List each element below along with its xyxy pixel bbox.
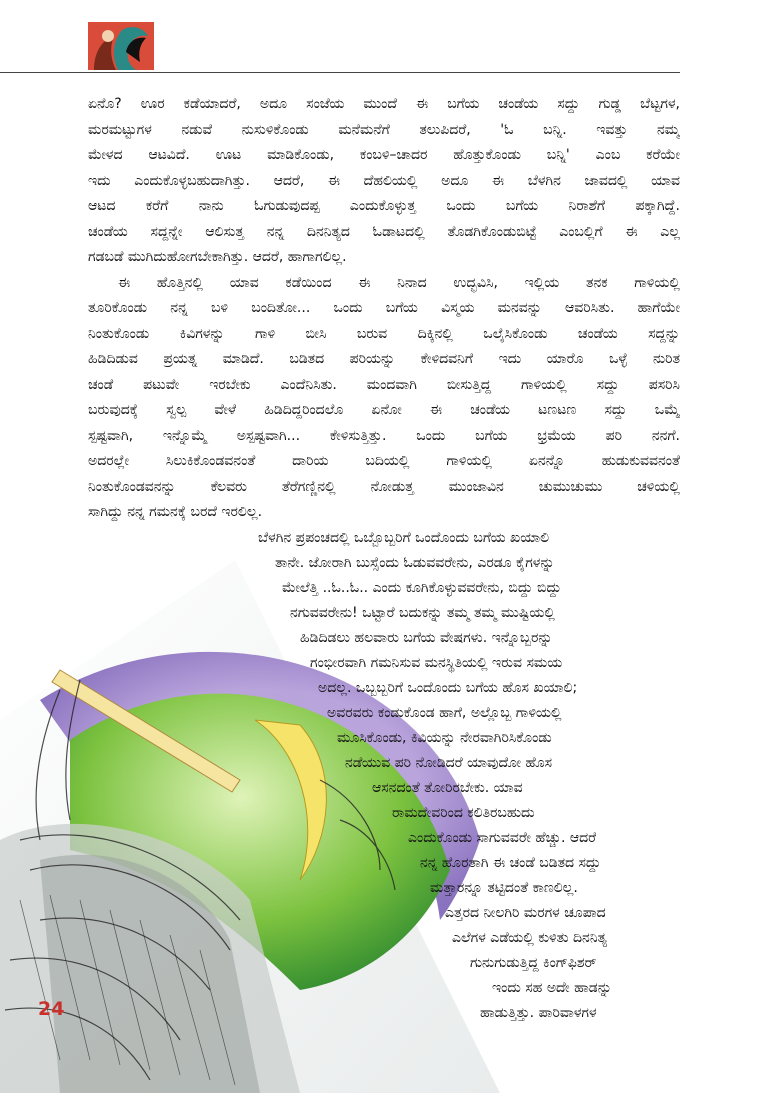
text-line: ಈ ಹೊತ್ತಿನಲ್ಲಿ ಯಾವ ಕಡೆಯಿಂದ ಈ ನಿನಾದ ಉದ್ಭವಿಸಿ, ಇಲ್ಲಿಯ ತನಕ ಗಾಳಿಯಲ್ಲಿ [118, 274, 680, 291]
text-line: ಅದಲ್ಲ. ಒಬ್ಬಬ್ಬರಿಗೆ ಒಂದೊಂದು ಬಗೆಯ ಹೊಸ ಖಯಾಲಿ; [318, 680, 578, 696]
text-line: ಬರುವುದಕ್ಕೆ ಸ್ವಲ್ಪ ವೇಳೆ ಹಿಡಿದಿದ್ದರಿಂದಲೊ ಏನೋ ಈ ಚಂಡೆಯ ಟಣಟಣ ಸದ್ದು ಒಮ್ಮೆ [88, 402, 680, 418]
text-line: ಗುನುಗುಡುತ್ತಿದ್ದ ಕಿಂಗ್‌ಫಿಶರ್ [470, 955, 597, 971]
text-line: ಹಿಡಿದಿಡಲು ಹಲವಾರು ಬಗೆಯ ವೇಷಗಳು. ಇನ್ನೊಬ್ಬರನ್ನು [300, 630, 553, 646]
text-line: ರಾಮದೇವರಿಂದ ಕಲಿತಿರಬಹುದು [392, 805, 535, 821]
text-line: ಎತ್ತರದ ನೀಲಗಿರಿ ಮರಗಳ ಚೂಪಾದ [445, 905, 606, 921]
text-line: ಮೇಲೆತ್ತಿ ..ಓ..ಓ.. ಎಂದು ಕೂಗಿಕೊಳ್ಳುವವರೇನು, ಬಿದ್ದು ಬಿದ್ದು [282, 580, 562, 596]
text-line: ಗಡಬಡೆ ಮುಗಿದುಹೋಗಬೇಕಾಗಿತ್ತು. ಆದರೆ, ಹಾಗಾಗಲಿಲ್ಲ. [88, 249, 347, 265]
text-line: ನನ್ನ ಹೊರತಾಗಿ ಈ ಚಂಡೆ ಬಡಿತದ ಸದ್ದು [420, 855, 601, 871]
magazine-logo-icon [88, 22, 154, 70]
text-line: ಇದು ಎಂದುಕೊಳ್ಳಬಹುದಾಗಿತ್ತು. ಆದರೆ, ಈ ದೆಹಲಿಯಲ್ಲಿ ಅದೂ ಈ ಬೆಳಗಿನ ಜಾವದಲ್ಲಿ ಯಾವ [88, 172, 680, 189]
text-line: ಹಿಡಿದಿಡುವ ಪ್ರಯತ್ನ ಮಾಡಿದೆ. ಬಡಿತದ ಪರಿಯನ್ನು ಕೇಳಿದವನಿಗೆ ಇದು ಯಾರೊ ಒಳ್ಳೆ ನುರಿತ [88, 351, 680, 367]
page-number: 24 [38, 998, 65, 1020]
text-line: ನಿಂತುಕೊಂಡು ಕಿವಿಗಳನ್ನು ಗಾಳಿ ಬೀಸಿ ಬರುವ ದಿಕ್ಕಿನಲ್ಲಿ ಒಲೈಸಿಕೊಂಡು ಚಂಡೆಯ ಸದ್ದನ್ನು [88, 325, 680, 342]
text-line: ಅವರವರು ಕಂಡುಕೊಂಡ ಹಾಗೆ, ಅಲ್ಲೊಬ್ಬ ಗಾಳಿಯಲ್ಲಿ [327, 705, 562, 721]
text-line: ಗಂಭೀರವಾಗಿ ಗಮನಿಸುವ ಮನಸ್ಥಿತಿಯಲ್ಲಿ ಇರುವ ಸಮಯ [310, 655, 563, 671]
text-line: ಆಟದ ಕರೆಗೆ ನಾನು ಓಗುಡುವುದಪ್ಪ ಎಂದುಕೊಳ್ಳುತ್ತ ಒಂದು ಬಗೆಯ ನಿರಾಶೆಗೆ ಪಕ್ಕಾಗಿದ್ದೆ. [88, 198, 680, 214]
text-line: ನಿಂತುಕೊಂಡವನನ್ನು ಕೆಲವರು ತೆರೆಗಣ್ಣಿನಲ್ಲಿ ನೋಡುತ್ತ ಮುಂಜಾವಿನ ಚುಮುಚುಮು ಚಳಿಯಲ್ಲಿ [88, 478, 680, 495]
text-line: ಚಂಡೆಯ ಸದ್ದನ್ನೇ ಆಲಿಸುತ್ತ ನನ್ನ ದಿನನಿತ್ಯದ ಓಡಾಟದಲ್ಲಿ ತೊಡಗಿಕೊಂಡುಬಿಟ್ಟೆ ಎಂಬಲ್ಲಿಗೆ ಈ ಎಲ್ಲ [88, 223, 680, 240]
text-line: ಎಂದುಕೊಂಡು ಸಾಗುವವರೇ ಹೆಚ್ಚು. ಆದರೆ [408, 830, 597, 846]
text-line: ಚಂಡೆ ಪಟುವೇ ಇರಬೇಕು ಎಂದೆನಿಸಿತು. ಮಂದವಾಗಿ ಬೀಸುತ್ತಿದ್ದ ಗಾಳಿಯಲ್ಲಿ ಸದ್ದು ಪಸರಿಸಿ [88, 376, 680, 393]
text-line: ಮರಮಟ್ಟುಗಳ ನಡುವೆ ನುಸುಳಿಕೊಂಡು ಮನೆಮನೆಗೆ ತಲುಪಿದರೆ, 'ಓ ಬನ್ನಿ. ಇವತ್ತು ನಮ್ಮ [88, 121, 680, 138]
text-line: ಹಾಡುತ್ತಿತ್ತು. ಪಾರಿವಾಳಗಳ [480, 1005, 597, 1021]
text-line: ಮೇಳದ ಆಟವಿದೆ. ಊಟ ಮಾಡಿಕೊಂಡು, ಕಂಬಳಿ–ಚಾದರ ಹೊತ್ತುಕೊಂಡು ಬನ್ನಿ' ಎಂಬ ಕರೆಯೇ [88, 147, 680, 163]
article-body [88, 92, 680, 526]
text-line: ಬೆಳಗಿನ ಪ್ರಪಂಚದಲ್ಲಿ ಒಬ್ಬೊಬ್ಬರಿಗೆ ಒಂದೊಂದು ಬಗೆಯ ಖಯಾಲಿ [258, 530, 550, 546]
text-line: ತೂರಿಕೊಂಡು ನನ್ನ ಬಳಿ ಬಂದಿತೋ... ಒಂದು ಬಗೆಯ ವಿಸ್ಮಯ ಮನವನ್ನು ಆವರಿಸಿತು. ಹಾಗೆಯೇ [88, 300, 680, 316]
text-line: ಆಸನದಂತೆ ತೋರಿರಬೇಕು. ಯಾವ [372, 780, 523, 796]
text-line: ತಾನೇ. ಜೋರಾಗಿ ಬುಸ್ಸೆಂದು ಓಡುವವರೇನು, ಎರಡೂ ಕೈಗಳನ್ನು [275, 555, 555, 571]
text-line: ಮೂಸಿಕೊಂಡು, ಕಿವಿಯನ್ನು ನೇರವಾಗಿರಿಸಿಕೊಂಡು [337, 730, 552, 746]
text-line: ಏನೊ? ಊರ ಕಡೆಯಾದರೆ, ಅದೂ ಸಂಜೆಯ ಮುಂದೆ ಈ ಬಗೆಯ ಚಂಡೆಯ ಸದ್ದು ಗುಡ್ಡ ಬೆಟ್ಟಗಳ, [88, 96, 680, 112]
text-line: ಮತ್ತಾರನ್ನೂ ತಟ್ಟಿದಂತೆ ಕಾಣಲಿಲ್ಲ. [430, 880, 578, 896]
text-line: ನಗುವವರೇನು! ಒಟ್ಟಾರೆ ಬದುಕನ್ನು ತಮ್ಮ ತಮ್ಮ ಮುಷ್ಟಿಯಲ್ಲಿ [290, 605, 555, 621]
header-divider [0, 72, 680, 73]
text-line: ಸ್ಪಷ್ಟವಾಗಿ, ಇನ್ನೊಮ್ಮೆ ಅಸ್ಪಷ್ಟವಾಗಿ... ಕೇಳಿಸುತ್ತಿತ್ತು. ಒಂದು ಬಗೆಯ ಭ್ರಮೆಯ ಪರಿ ನನಗೆ. [88, 427, 680, 444]
text-line: ಇಂದು ಸಹ ಅದೇ ಹಾಡನ್ನು [492, 980, 612, 996]
text-line: ಅದರಲ್ಲೇ ಸಿಲುಕಿಕೊಂಡವನಂತೆ ದಾರಿಯ ಬದಿಯಲ್ಲಿ ಗಾಳಿಯಲ್ಲಿ ಏನನ್ನೊ ಹುಡುಕುವವನಂತೆ [88, 453, 680, 469]
text-line: ಸಾಗಿದ್ದು ನನ್ನ ಗಮನಕ್ಕೆ ಬರದೆ ಇರಲಿಲ್ಲ. [88, 504, 263, 520]
text-line: ನಡೆಯುವ ಪರಿ ನೋಡಿದರೆ ಯಾವುದೋ ಹೊಸ [345, 755, 553, 771]
text-line: ಎಲೆಗಳ ಎಡೆಯಲ್ಲಿ ಕುಳಿತು ದಿನನಿತ್ಯ [452, 930, 607, 946]
